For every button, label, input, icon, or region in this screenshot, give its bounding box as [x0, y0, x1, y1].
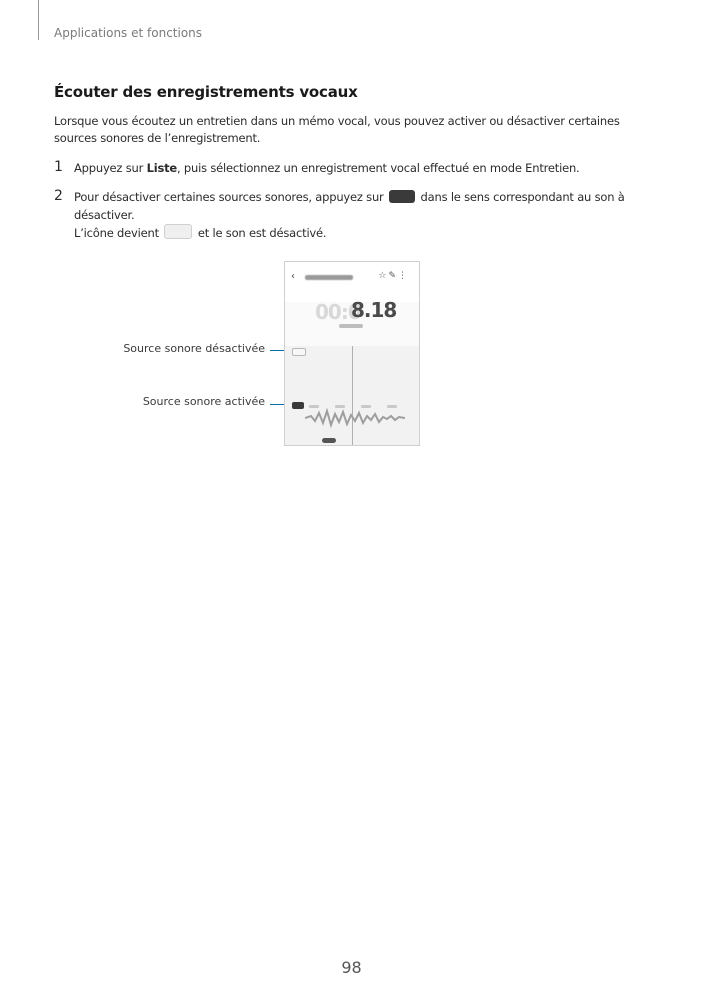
page-title: Écouter des enregistrements vocaux: [54, 83, 358, 101]
callout-label-on: Source sonore activée: [142, 395, 265, 408]
waveform-icon: [305, 407, 405, 429]
recording-title: [305, 275, 353, 280]
toolbar-icons: ☆✎⋮: [378, 271, 409, 281]
margin-rule: [38, 0, 39, 40]
step-number: 1: [54, 159, 63, 175]
step-text-pre: Pour désactiver certaines sources sonores, appuyez sur: [74, 190, 384, 204]
page-number: 98: [341, 958, 362, 977]
intro-paragraph: Lorsque vous écoutez un entretien dans un mémo vocal, vous pouvez activer ou désactiver certaines sources sonores de l’enregistrement.: [54, 114, 620, 145]
step-text: [74, 188, 654, 242]
time-ticks: [309, 393, 419, 397]
timer: 8.18: [351, 298, 397, 322]
timer-subtitle: [339, 324, 363, 328]
step-text-post: , puis sélectionnez un enregistrement vocal effectué en mode Entretien.: [177, 161, 580, 175]
step-text: [74, 159, 654, 177]
step-number: 2: [54, 188, 63, 204]
callout-label-off: Source sonore désactivée: [123, 342, 265, 355]
step-text-bold: Liste: [146, 161, 178, 175]
sound-on-icon: [389, 190, 415, 203]
sound-source-on-toggle[interactable]: [292, 402, 304, 409]
step-text-line2-post: et le son est désactivé.: [197, 226, 327, 240]
section-header: Applications et fonctions: [54, 26, 203, 40]
timer-dim: 00:0: [315, 300, 361, 324]
step-text-pre: Appuyez sur: [74, 161, 147, 175]
sound-off-icon: [164, 224, 192, 239]
phone-screenshot: [284, 261, 420, 446]
step-text-post: dans le sens correspondant au son à désactiver.: [74, 190, 625, 222]
back-icon: ‹: [291, 271, 295, 282]
sound-source-off-toggle[interactable]: [292, 348, 306, 356]
playback-scrubber[interactable]: [322, 438, 336, 443]
step-text-line2-pre: L’icône devient: [74, 226, 159, 240]
phone-top-bar: [285, 262, 419, 302]
